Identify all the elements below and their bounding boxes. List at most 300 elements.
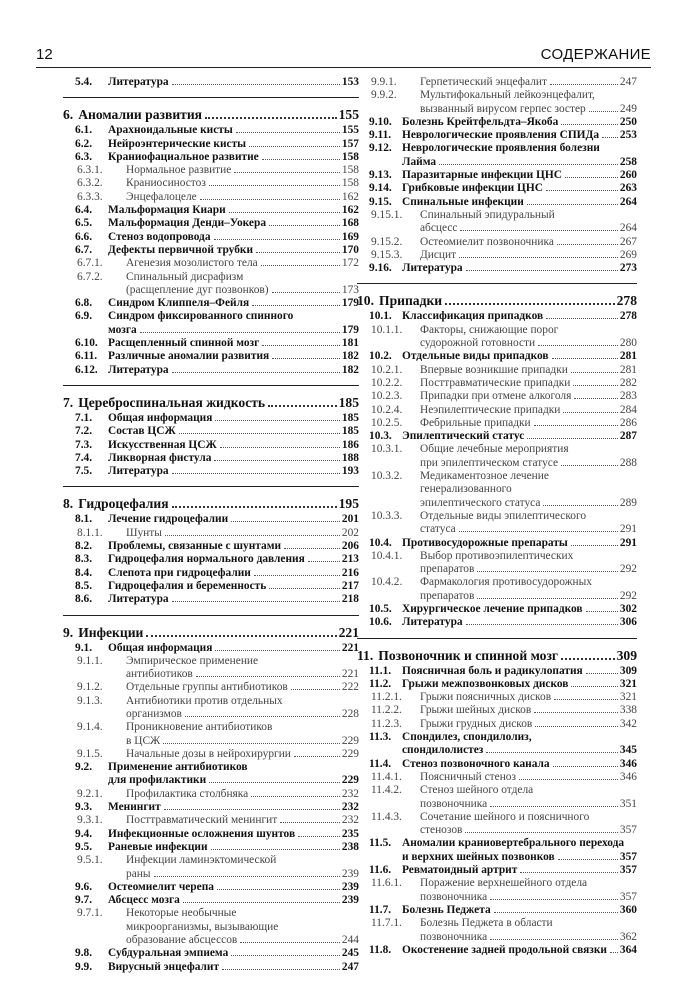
- toc-page-number: 357: [619, 864, 637, 877]
- toc-page-number: 238: [341, 840, 359, 853]
- toc-page-number: 235: [341, 827, 359, 840]
- toc-title: Отдельные виды припадков: [402, 350, 549, 363]
- toc-page-number: 264: [619, 222, 637, 235]
- dot-leader: [214, 239, 340, 240]
- dot-leader: [538, 345, 618, 346]
- toc-title: Литература: [108, 465, 169, 478]
- toc-subsection: [371, 771, 637, 784]
- dot-leader: [222, 969, 340, 970]
- toc-number: 11.2.2.: [371, 704, 402, 717]
- toc-title-continuation: абсцесс: [420, 222, 458, 235]
- toc-page-number: 162: [341, 190, 359, 203]
- toc-title-continuation: образование абсцессов: [126, 934, 238, 947]
- dot-leader: [291, 689, 340, 690]
- toc-title: Остеомиелит позвоночника: [420, 235, 554, 248]
- toc-title: Неэпилептические припадки: [420, 403, 561, 416]
- toc-number: 8.3.: [75, 553, 93, 566]
- toc-page-number: 185: [338, 394, 359, 410]
- toc-section: [369, 142, 637, 169]
- toc-number: 6.12.: [75, 363, 98, 376]
- toc-number: 9.5.: [75, 840, 93, 853]
- chapter-divider: [63, 615, 359, 616]
- toc-title-continuation: организмов: [126, 707, 182, 720]
- toc-page-number: 250: [619, 115, 637, 128]
- toc-title: Краниофациальное развитие: [108, 150, 259, 163]
- toc-subsection: [371, 209, 637, 236]
- toc-title: Классификация припадков: [402, 310, 544, 323]
- toc-number: 7.4.: [75, 451, 93, 464]
- toc-title: Неврологические проявления болезни: [402, 142, 600, 155]
- toc-section: [75, 138, 359, 151]
- toc-title-continuation: статуса: [420, 523, 456, 536]
- toc-title: Грыжи межпозвонковых дисков: [402, 677, 569, 690]
- toc-title: Поясничный стеноз: [420, 770, 516, 783]
- dot-leader: [262, 345, 340, 346]
- toc-number: 9.1.: [75, 641, 93, 654]
- toc-number: 9.3.: [75, 801, 93, 814]
- dot-leader: [236, 132, 340, 133]
- toc-subsection: [77, 814, 359, 827]
- toc-title-continuation: позвоночника: [420, 930, 488, 943]
- dot-leader: [602, 137, 618, 138]
- toc-number: 7.3.: [75, 438, 93, 451]
- toc-number: 11.8.: [369, 943, 392, 956]
- toc-title: Грыжи шейных дисков: [420, 704, 532, 717]
- toc-page-number: 170: [341, 243, 359, 256]
- toc-subsection: [371, 550, 637, 577]
- dot-leader: [486, 752, 618, 753]
- dot-leader: [234, 172, 340, 173]
- toc-number: 9.9.1.: [371, 76, 397, 88]
- toc-number: 9.6.: [75, 880, 93, 893]
- dot-leader: [251, 796, 340, 797]
- toc-title: Некоторые необычные: [126, 907, 237, 920]
- toc-section: [369, 731, 637, 758]
- toc-number: 6.10.: [75, 337, 98, 350]
- toc-section: [75, 425, 359, 438]
- toc-title-continuation: стенозов: [420, 824, 463, 837]
- toc-page-number: 291: [619, 536, 637, 549]
- toc-subsection: [371, 510, 637, 537]
- toc-number: 9.1.1.: [77, 654, 103, 667]
- dot-leader: [294, 756, 340, 757]
- toc-section: [75, 151, 359, 164]
- dot-leader: [269, 225, 340, 226]
- toc-number: 9.15.3.: [371, 248, 403, 261]
- toc-chapter: [357, 293, 637, 309]
- toc-number: 9.8.: [75, 947, 93, 960]
- toc-section: [369, 350, 637, 363]
- toc-number: 6.7.: [75, 243, 93, 256]
- toc-title: Хирургическое лечение припадков: [402, 602, 583, 615]
- dot-leader: [211, 849, 340, 850]
- dot-leader: [534, 712, 618, 713]
- toc-section: [369, 864, 637, 877]
- toc-section: [75, 540, 359, 553]
- toc-title: Гидроцефалия и беременность: [108, 579, 267, 592]
- toc-page-number: 287: [619, 430, 637, 443]
- toc-number: 9.15.: [369, 195, 392, 208]
- toc-number: 9.9.: [75, 960, 93, 973]
- toc-page-number: 232: [341, 801, 359, 814]
- toc-title: Аномалии развития: [78, 107, 203, 123]
- dot-leader: [172, 84, 340, 85]
- toc-number: 8.1.1.: [77, 526, 103, 539]
- toc-page-number: 221: [341, 668, 359, 681]
- toc-title-continuation: мозга: [108, 323, 137, 336]
- dot-leader: [563, 412, 618, 413]
- toc-title: Грибковые инфекции ЦНС: [402, 182, 544, 195]
- toc-title: Болезнь Педжета: [402, 903, 491, 916]
- toc-subsection: [77, 191, 359, 204]
- toc-title: Расщепленный спинной мозг: [108, 337, 260, 350]
- toc-section: [75, 231, 359, 244]
- toc-page-number: 288: [619, 456, 637, 469]
- toc-section: [75, 828, 359, 841]
- toc-number: 10.2.2.: [371, 376, 403, 389]
- toc-page-number: 346: [619, 757, 637, 770]
- toc-page-number: 362: [619, 930, 637, 943]
- dot-leader: [534, 425, 618, 426]
- toc-number: 9.2.: [75, 761, 93, 774]
- toc-title: Сочетание шейного и поясничного: [420, 810, 590, 823]
- toc-title: Спондилез, спондилолиз,: [402, 731, 532, 744]
- toc-number: 8.5.: [75, 579, 93, 592]
- toc-title: Проникновение антибиотиков: [126, 721, 273, 734]
- toc-section: [75, 761, 359, 788]
- dot-leader: [179, 433, 340, 434]
- toc-subsection: [77, 854, 359, 881]
- toc-subsection: [371, 470, 637, 510]
- toc-title: Выбор противоэпилептических: [420, 549, 574, 562]
- dot-leader: [586, 673, 618, 674]
- toc-section: [369, 310, 637, 323]
- toc-title-continuation: препаратов: [420, 589, 475, 602]
- toc-number: 9.7.: [75, 894, 93, 907]
- toc-subsection: [371, 249, 637, 262]
- toc-subsection: [371, 364, 637, 377]
- dot-leader: [571, 686, 617, 687]
- toc-section: [75, 513, 359, 526]
- toc-section: [369, 603, 637, 616]
- toc-title-continuation: для профилактики: [108, 774, 207, 787]
- toc-number: 9.1.3.: [77, 694, 103, 707]
- toc-column-right: [357, 76, 637, 957]
- dot-leader: [252, 305, 340, 306]
- dot-leader: [561, 465, 618, 466]
- toc-page-number: 182: [341, 350, 359, 363]
- toc-section: [75, 881, 359, 894]
- toc-section: [75, 465, 359, 478]
- toc-number: 11.4.1.: [371, 770, 402, 783]
- dot-leader: [231, 955, 340, 956]
- toc-subsection: [371, 443, 637, 470]
- dot-leader: [229, 212, 340, 213]
- toc-page-number: 247: [619, 76, 637, 88]
- toc-title: Герпетический энцефалит: [420, 76, 547, 88]
- toc-subsection: [77, 271, 359, 298]
- toc-section: [75, 553, 359, 566]
- toc-chapter: [63, 395, 359, 411]
- toc-title: Стеноз позвоночного канала: [402, 757, 550, 770]
- toc-section: [369, 116, 637, 129]
- toc-subsection: [371, 784, 637, 811]
- toc-page-number: 267: [619, 235, 637, 248]
- toc-title: Общая информация: [108, 641, 213, 654]
- toc-title: Общая информация: [108, 411, 213, 424]
- toc-column-left: [63, 76, 359, 974]
- toc-page-number: 282: [619, 376, 637, 389]
- toc-title: Инфекции: [78, 624, 144, 640]
- toc-number: 9.1.5.: [77, 747, 103, 760]
- toc-page-number: 158: [341, 177, 359, 190]
- page-title: СОДЕРЖАНИЕ: [540, 46, 651, 63]
- dot-leader: [231, 521, 340, 522]
- toc-subsection: [371, 917, 637, 944]
- toc-number: 6.1.: [75, 124, 93, 137]
- dot-leader: [215, 650, 339, 651]
- toc-section: [75, 364, 359, 377]
- toc-subsection: [371, 718, 637, 731]
- toc-title: Ревматоидный артрит: [402, 864, 518, 877]
- toc-number: 7.5.: [75, 465, 93, 478]
- dot-leader: [543, 505, 618, 506]
- toc-title: Фармакология противосудорожных: [420, 576, 592, 589]
- toc-section: [75, 124, 359, 137]
- toc-subsection: [77, 748, 359, 761]
- toc-number: 9.10.: [369, 115, 392, 128]
- dot-leader: [164, 809, 340, 810]
- toc-page-number: 302: [619, 602, 637, 615]
- dot-leader: [269, 588, 340, 589]
- toc-section: [369, 262, 637, 275]
- dot-leader: [550, 84, 618, 85]
- toc-page-number: 221: [341, 641, 359, 654]
- toc-subsection: [371, 704, 637, 717]
- dot-leader: [477, 598, 618, 599]
- toc-title: Инфекционные осложнения шунтов: [108, 827, 296, 840]
- toc-title: Позвоночник и спинной мозг: [378, 647, 559, 663]
- toc-section: [75, 947, 359, 960]
- toc-section: [75, 580, 359, 593]
- toc-page-number: 229: [341, 774, 359, 787]
- toc-number: 10.2.5.: [371, 416, 403, 429]
- dot-leader: [571, 545, 618, 546]
- toc-section: [369, 837, 637, 864]
- toc-title: Поясничная боль и радикулопатия: [402, 664, 583, 677]
- toc-number: 6.3.: [75, 150, 93, 163]
- toc-title: Синдром фиксированного спинного: [108, 310, 294, 323]
- toc-number: 9.15.1.: [371, 208, 403, 221]
- dot-leader: [272, 358, 340, 359]
- toc-page-number: 179: [341, 297, 359, 310]
- toc-chapter: [63, 107, 359, 123]
- toc-page-number: 273: [619, 262, 637, 275]
- toc-title: Факторы, снижающие порог: [420, 323, 559, 336]
- toc-number: 10.1.: [369, 310, 392, 323]
- toc-number: 6.3.1.: [77, 164, 103, 177]
- dot-leader: [571, 372, 618, 373]
- dot-leader: [214, 460, 339, 461]
- toc-number: 11.3.: [369, 731, 392, 744]
- toc-section: [75, 961, 359, 974]
- dot-leader: [557, 244, 618, 245]
- toc-page-number: 239: [341, 867, 359, 880]
- toc-page-number: 269: [619, 248, 637, 261]
- toc-page-number: 351: [619, 797, 637, 810]
- dot-leader: [459, 257, 618, 258]
- toc-page-number: 193: [341, 465, 359, 478]
- toc-subsection: [371, 417, 637, 430]
- toc-page-number: 153: [341, 76, 359, 88]
- toc-title-continuation: вызванный вирусом герпес зостер: [420, 102, 586, 115]
- toc-number: 10.2.: [369, 350, 392, 363]
- toc-title-continuation: антибиотиков: [126, 668, 193, 681]
- toc-number: 5.4.: [75, 76, 93, 88]
- toc-title: Спинальный дисрафизм: [126, 270, 244, 283]
- dot-leader: [554, 699, 618, 700]
- toc-subsection: [77, 907, 359, 947]
- toc-subsection: [371, 404, 637, 417]
- toc-title: Вирусный энцефалит: [108, 960, 220, 973]
- toc-page-number: 292: [619, 589, 637, 602]
- toc-title: Различные аномалии развития: [108, 350, 270, 363]
- dot-leader: [308, 561, 340, 562]
- toc-title: Литература: [108, 363, 169, 376]
- toc-number: 11.1.: [369, 664, 392, 677]
- dot-leader: [460, 230, 617, 231]
- toc-title: Фебрильные припадки: [420, 416, 531, 429]
- toc-title: Лечение гидроцефалии: [108, 513, 229, 526]
- dot-leader: [519, 779, 618, 780]
- toc-page-number: 186: [341, 438, 359, 451]
- toc-number: 11.2.1.: [371, 691, 402, 704]
- dot-leader: [172, 506, 337, 508]
- toc-section: [75, 204, 359, 217]
- toc-section: [369, 196, 637, 209]
- toc-number: 11.5.: [369, 837, 392, 850]
- toc-title-continuation: в ЦСЖ: [126, 734, 161, 747]
- toc-number: 6.7.1.: [77, 257, 103, 270]
- toc-title: Цереброспинальная жидкость: [78, 394, 266, 410]
- toc-number: 11.6.: [369, 864, 392, 877]
- dot-leader: [520, 872, 618, 873]
- toc-number: 8.: [63, 496, 74, 512]
- dot-leader: [573, 385, 618, 386]
- toc-section: [369, 665, 637, 678]
- toc-title: Краниосиностоз: [126, 177, 206, 190]
- toc-title-continuation: позвоночника: [420, 890, 488, 903]
- toc-section: [75, 217, 359, 230]
- toc-title: Литература: [402, 262, 463, 275]
- toc-title: Шунты: [126, 526, 162, 539]
- toc-number: 10.4.1.: [371, 549, 403, 562]
- toc-title: Болезнь Крейтфельдта–Якоба: [402, 115, 559, 128]
- dot-leader: [527, 204, 618, 205]
- toc-title: Посттравматические припадки: [420, 376, 571, 389]
- toc-number: 9.13.: [369, 169, 392, 182]
- toc-title: Стеноз шейного отдела: [420, 784, 534, 797]
- toc-subsection: [77, 257, 359, 270]
- toc-section: [75, 642, 359, 655]
- page-number: 12: [36, 46, 53, 63]
- toc-section: [75, 439, 359, 452]
- dot-leader: [163, 743, 340, 744]
- toc-number: 6.7.2.: [77, 270, 103, 283]
- toc-number: 11.4.3.: [371, 810, 402, 823]
- toc-number: 10.6.: [369, 616, 392, 629]
- dot-leader: [185, 716, 340, 717]
- toc-page-number: 245: [341, 947, 359, 960]
- toc-page-number: 345: [619, 744, 637, 757]
- dot-leader: [146, 635, 336, 637]
- toc-subsection: [371, 811, 637, 838]
- toc-number: 10.3.2.: [371, 470, 403, 483]
- dot-leader: [165, 535, 340, 536]
- toc-number: 9.7.1.: [77, 907, 103, 920]
- toc-title-continuation: судорожной готовности: [420, 337, 536, 350]
- toc-title: Применение антибиотиков: [108, 761, 248, 774]
- dot-leader: [553, 766, 618, 767]
- dot-leader: [298, 836, 340, 837]
- toc-number: 6.: [63, 107, 74, 123]
- dot-leader: [490, 939, 618, 940]
- toc-title: Состав ЦСЖ: [108, 425, 176, 438]
- toc-title: Припадки: [379, 293, 443, 309]
- dot-leader: [565, 177, 618, 178]
- dot-leader: [261, 265, 340, 266]
- toc-subsection: [77, 177, 359, 190]
- toc-section: [369, 537, 637, 550]
- toc-section: [75, 567, 359, 580]
- toc-page-number: 284: [619, 403, 637, 416]
- toc-chapter: [357, 648, 637, 664]
- toc-page-number: 173: [341, 283, 359, 296]
- toc-title: Мультифокальный лейкоэнцефалит,: [420, 89, 595, 102]
- toc-title: Неврологические проявления СПИДа: [402, 129, 600, 142]
- toc-page-number: 321: [619, 691, 637, 704]
- toc-title: Нейроэнтерические кисты: [108, 137, 247, 150]
- toc-number: 9.4.: [75, 827, 93, 840]
- toc-title: Гидроцефалия нормального давления: [108, 553, 305, 566]
- toc-subsection: [371, 76, 637, 89]
- toc-page-number: 292: [619, 563, 637, 576]
- toc-title: Противосудорожные препараты: [402, 536, 568, 549]
- toc-page-number: 172: [341, 257, 359, 270]
- toc-title-continuation: Лайма: [402, 155, 437, 168]
- toc-subsection: [77, 681, 359, 694]
- toc-number: 8.1.: [75, 513, 93, 526]
- toc-section: [75, 801, 359, 814]
- toc-page-number: 201: [341, 513, 359, 526]
- toc-number: 10.2.1.: [371, 363, 403, 376]
- toc-number: 7.1.: [75, 411, 93, 424]
- toc-page-number: 228: [341, 707, 359, 720]
- toc-section: [75, 894, 359, 907]
- toc-number: 7.2.: [75, 425, 93, 438]
- toc-subsection: [371, 89, 637, 116]
- toc-page-number: 278: [619, 310, 637, 323]
- dot-leader: [172, 473, 340, 474]
- toc-page-number: 169: [341, 230, 359, 243]
- dot-leader: [200, 199, 340, 200]
- toc-page-number: 162: [341, 204, 359, 217]
- toc-subsection: [77, 788, 359, 801]
- toc-number: 7.: [63, 394, 74, 410]
- toc-number: 9.3.1.: [77, 814, 103, 827]
- toc-page-number: 286: [619, 416, 637, 429]
- dot-leader: [558, 859, 618, 860]
